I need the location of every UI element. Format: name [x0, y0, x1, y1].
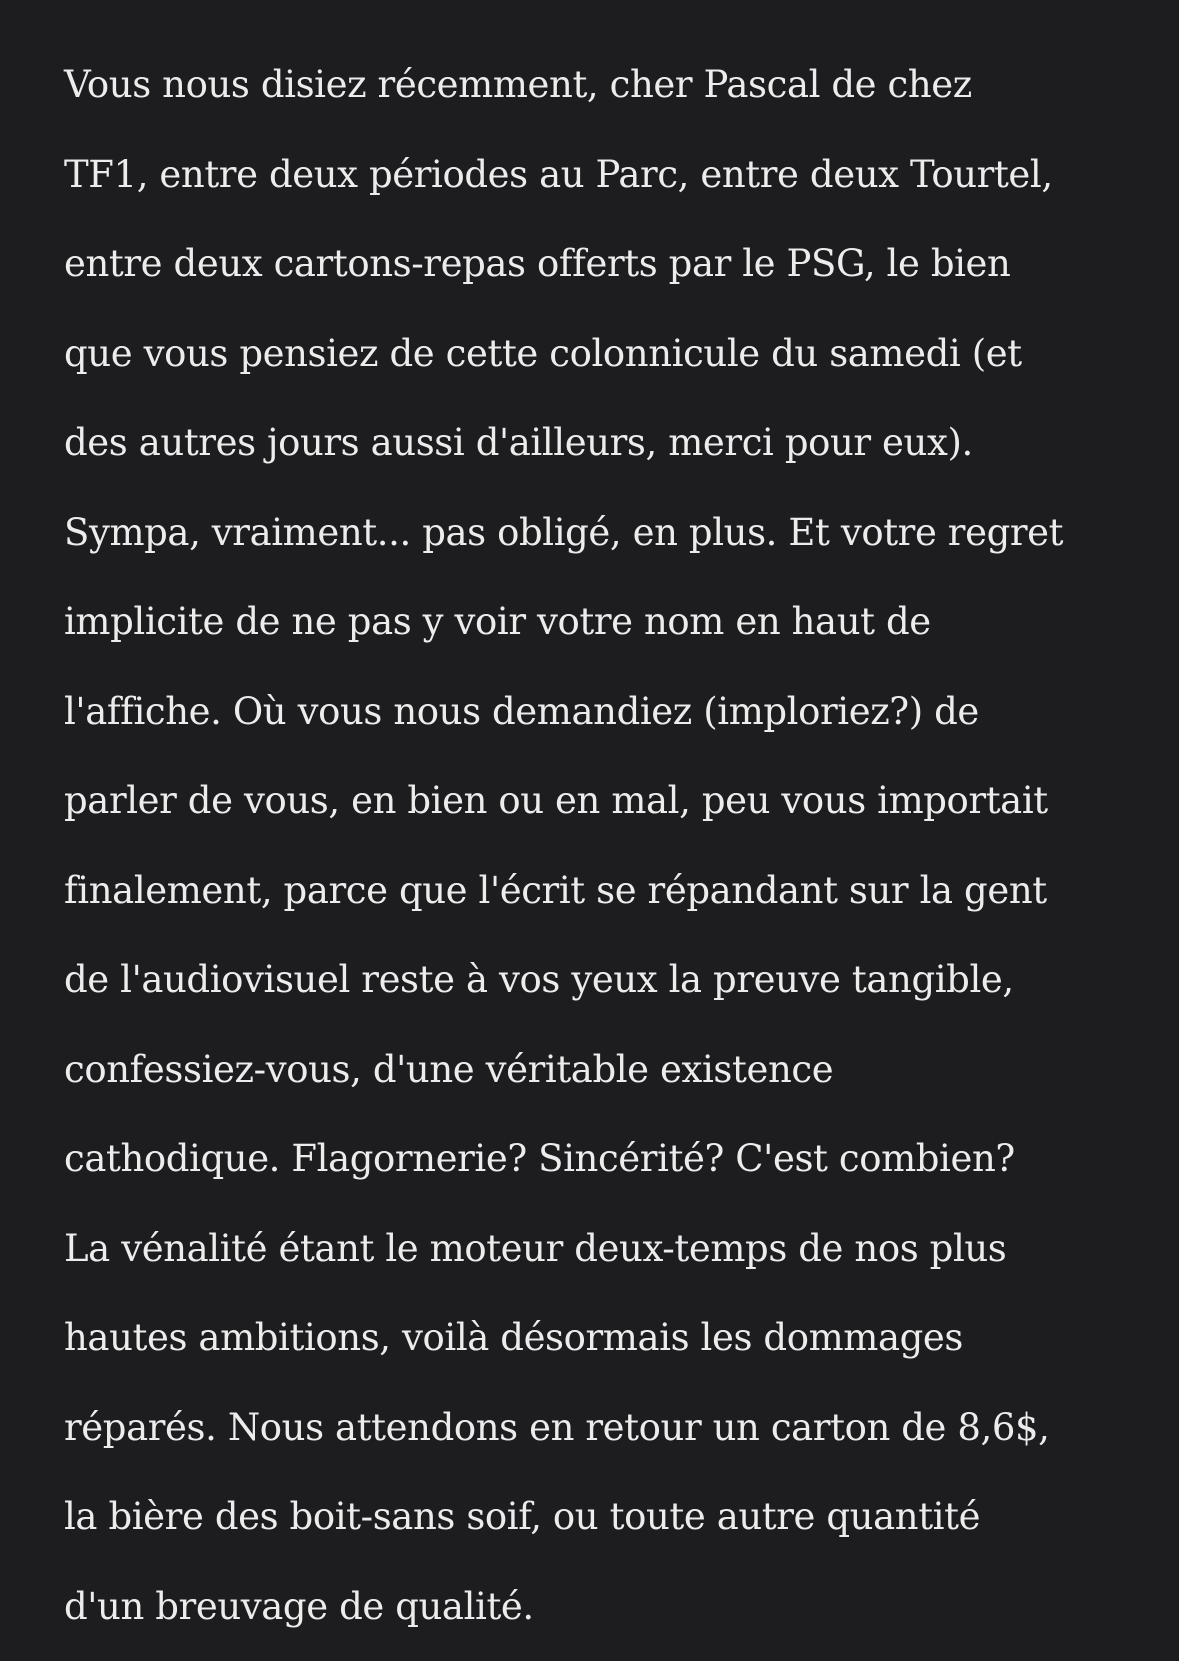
paragraph-line-10: finalement, parce que l'écrit se répandant sur la gent — [64, 868, 1047, 912]
paragraph-line-5: des autres jours aussi d'ailleurs, merci pour eux). — [64, 421, 973, 464]
paragraph-line-13: cathodique. Flagornerie? Sincérité? C'est combien? — [64, 1137, 1015, 1180]
article-paragraph — [64, 40, 1144, 1651]
paragraph-line-12: confessiez-vous, d'une véritable existence — [64, 1047, 834, 1091]
paragraph-line-6: Sympa, vraiment... pas obligé, en plus. Et votre regret — [64, 510, 1064, 554]
paragraph-line-8: l'affiche. Où vous nous demandiez (imploriez?) de — [64, 689, 979, 733]
paragraph-line-18: d'un breuvage de qualité. — [64, 1584, 534, 1628]
paragraph-line-11: de l'audiovisuel reste à vos yeux la preuve tangible, — [64, 958, 1014, 1001]
paragraph-line-4: que vous pensiez de cette colonnicule du samedi (et — [64, 331, 1022, 375]
paragraph-line-9: parler de vous, en bien ou en mal, peu vous importait — [64, 779, 1048, 822]
paragraph-line-14: La vénalité étant le moteur deux-temps de nos plus — [64, 1226, 1007, 1270]
paragraph-line-3: entre deux cartons-repas offerts par le PSG, le bien — [64, 242, 1011, 285]
paragraph-line-17: la bière des boit-sans soif, ou toute autre quantité — [64, 1495, 981, 1538]
paragraph-line-15: hautes ambitions, voilà désormais les dommages — [64, 1316, 963, 1359]
paragraph-line-7: implicite de ne pas y voir votre nom en haut de — [64, 600, 931, 643]
paragraph-line-2: TF1, entre deux périodes au Parc, entre deux Tourtel, — [64, 152, 1053, 196]
paragraph-line-16: réparés. Nous attendons en retour un carton de 8,6$, — [64, 1405, 1050, 1449]
paragraph-line-1: Vous nous disiez récemment, cher Pascal de chez — [64, 63, 972, 106]
